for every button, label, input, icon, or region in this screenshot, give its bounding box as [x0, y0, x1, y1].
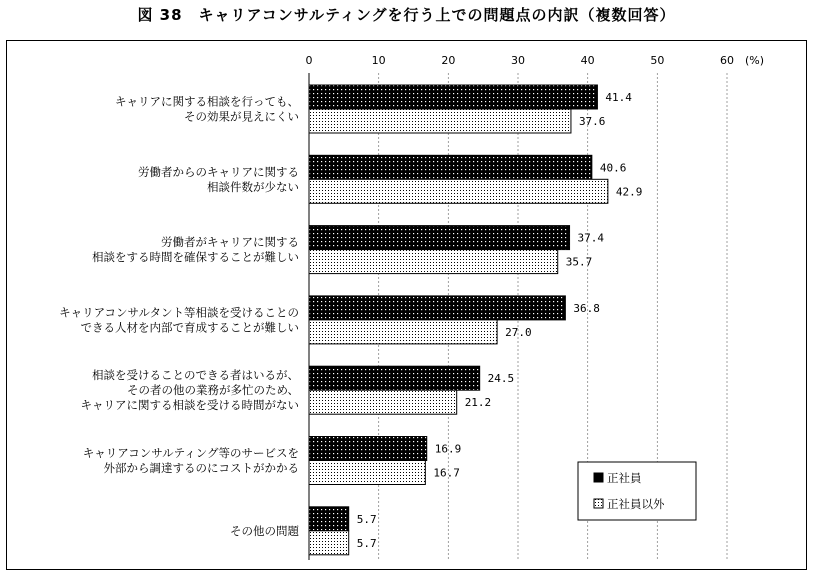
category-label: 相談件数が少ない — [207, 179, 299, 194]
bar — [309, 531, 349, 555]
x-tick-label: 40 — [580, 54, 595, 67]
value-label: 24.5 — [487, 372, 515, 386]
value-label: 16.9 — [434, 442, 462, 456]
bar — [309, 250, 558, 274]
x-tick-label: 60 — [720, 54, 734, 67]
bar — [309, 109, 571, 133]
value-label: 35.7 — [565, 255, 593, 269]
legend-swatch — [594, 499, 603, 508]
category-label: 労働者がキャリアに関する — [161, 235, 299, 250]
value-label: 37.4 — [577, 231, 605, 245]
bar — [309, 179, 608, 203]
x-tick-label: 30 — [511, 54, 525, 67]
bar — [309, 366, 480, 390]
value-label: 36.8 — [573, 301, 600, 315]
category-label: その効果が見えにくい — [184, 109, 299, 124]
x-tick-label: 50 — [650, 54, 665, 67]
value-label: 42.9 — [615, 185, 643, 199]
value-label: 21.2 — [464, 396, 492, 410]
category-label: 労働者からのキャリアに関する — [138, 164, 299, 179]
bar — [309, 390, 457, 414]
category-label: キャリアコンサルティング等のサービスを — [82, 446, 299, 460]
category-label: 相談をする時間を確保することが難しい — [92, 250, 299, 265]
category-label: 相談を受けることのできる者はいるが、 — [92, 368, 299, 383]
chart-title: 図 38 キャリアコンサルティングを行う上での問題点の内訳（複数回答） — [137, 6, 676, 24]
value-label: 40.6 — [599, 161, 627, 175]
value-label: 5.7 — [356, 536, 377, 550]
category-label: その者の他の業務が多忙のため、 — [126, 383, 299, 398]
bar — [309, 437, 427, 461]
legend-label: 正社員以外 — [607, 497, 665, 511]
x-tick-label: 20 — [441, 54, 456, 67]
bar — [309, 461, 425, 485]
value-label: 27.0 — [505, 325, 532, 339]
bar — [309, 296, 565, 320]
bar — [309, 226, 570, 250]
category-label: キャリアコンサルタント等相談を受けることの — [59, 305, 299, 320]
value-label: 5.7 — [356, 512, 377, 526]
x-tick-label: 10 — [371, 54, 386, 67]
category-label: できる人材を内部で育成することが難しい — [80, 320, 299, 335]
x-unit-label: (%) — [745, 54, 765, 67]
x-tick-label: 0 — [305, 54, 313, 67]
value-label: 16.7 — [433, 466, 460, 480]
bar — [309, 155, 592, 179]
value-label: 41.4 — [605, 91, 632, 104]
category-label: キャリアに関する相談を行っても、 — [115, 94, 299, 109]
legend-label: 正社員 — [607, 471, 642, 485]
legend-swatch — [594, 473, 603, 482]
category-label: その他の問題 — [230, 523, 299, 538]
value-label: 37.6 — [578, 115, 606, 128]
bar — [309, 507, 349, 531]
bar — [309, 85, 597, 109]
category-label: 外部から調達するのにコストがかかる — [103, 461, 299, 475]
category-label: キャリアに関する相談を受ける時間がない — [80, 398, 299, 413]
bar — [309, 320, 497, 344]
